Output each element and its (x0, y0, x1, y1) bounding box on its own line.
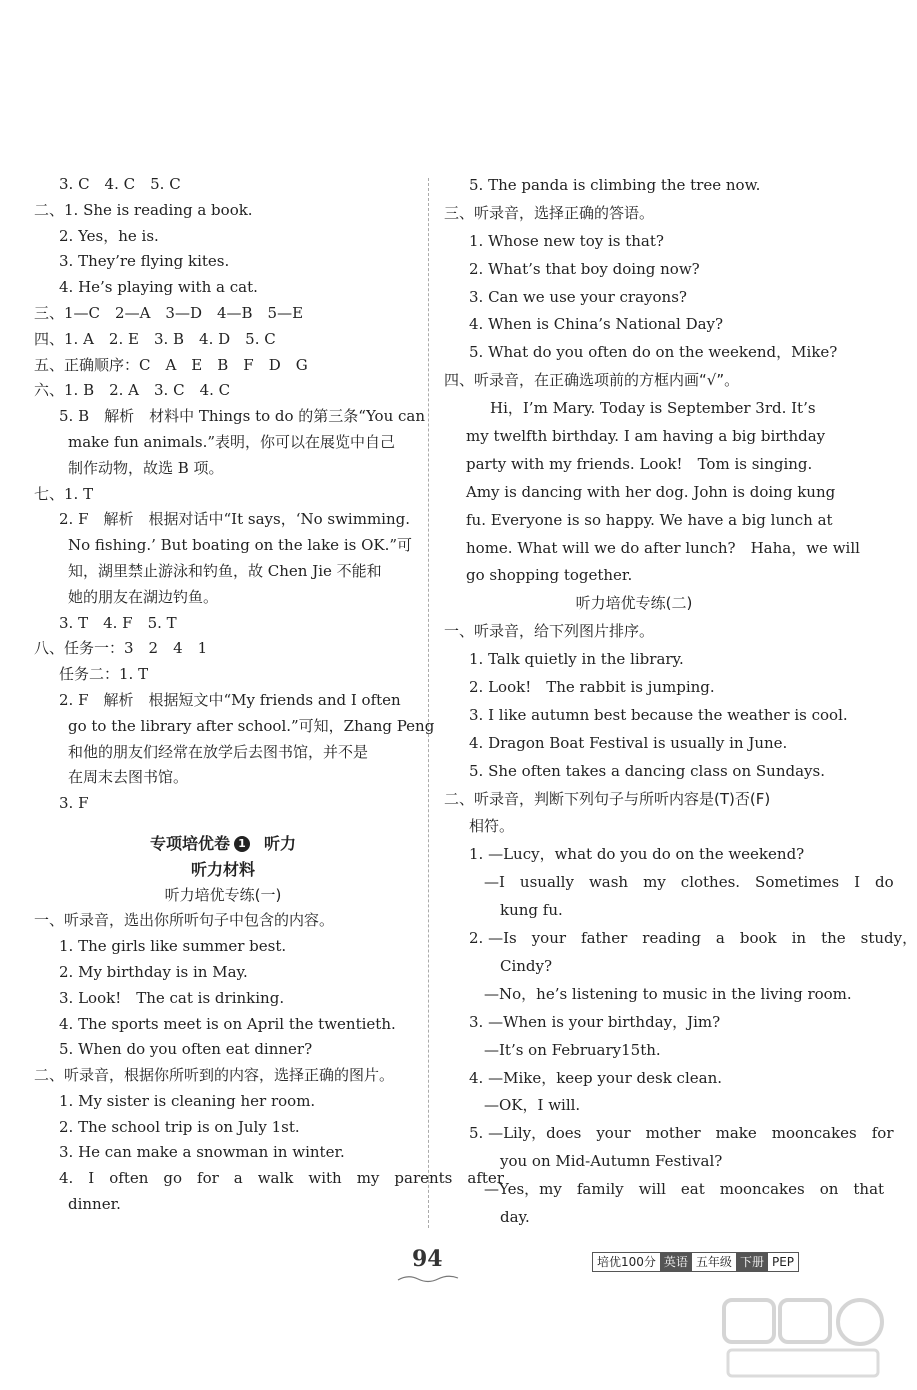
left-line: 五、正确顺序：C A E B F D G (34, 355, 308, 374)
left-line: 制作动物，故选 B 项。 (68, 458, 224, 477)
right-line: 2. What’s that boy doing now? (469, 259, 700, 278)
book-tag-grade: 五年级 (695, 1255, 732, 1269)
right-line: Amy is dancing with her dog. John is doing kung (466, 482, 836, 501)
right-line: 4. When is China’s National Day? (469, 315, 724, 334)
page-number: 94 (412, 1246, 443, 1272)
left2-line: 4. I often go for a walk with my parents after (59, 1169, 504, 1188)
left-line: 2. Yes，he is. (59, 226, 159, 245)
left2-line: 1. My sister is cleaning her room. (59, 1091, 316, 1110)
book-tag (592, 1252, 799, 1272)
right2-line: 1. —Lucy，what do you do on the weekend? (469, 845, 805, 864)
wave-ornament-icon (396, 1272, 466, 1284)
right-line: 5. The panda is climbing the tree now. (469, 176, 761, 194)
left2-line: 5. When do you often eat dinner? (59, 1040, 313, 1059)
right2-line: —It’s on February15th. (484, 1040, 661, 1059)
left-line: 和他的朋友们经常在放学后去图书馆，并不是 (68, 742, 369, 761)
left-listening-material (34, 908, 504, 1218)
right2-line: day. (500, 1207, 530, 1226)
right2-line: —Yes，my family will eat mooncakes on that (484, 1180, 885, 1199)
part-two-title: 听力培优专练(二) (575, 594, 693, 613)
left-line: 4. He’s playing with a cat. (59, 278, 258, 297)
book-tag-subject: 英语 (660, 1253, 692, 1271)
left2-line: 1. The girls like summer best. (59, 937, 287, 956)
right2-line: 3. I like autumn best because the weather is cool. (469, 705, 848, 724)
left-line: 八、任务一：3 2 4 1 (34, 639, 208, 658)
watermark-logo (720, 1296, 890, 1382)
left2-line: 3. He can make a snowman in winter. (59, 1143, 345, 1162)
right2-line: 2. Look! The rabbit is jumping. (469, 678, 715, 697)
part-one-title: 听力培优专练(一) (164, 885, 282, 904)
right-line: home. What will we do after lunch? Haha，we will (466, 538, 860, 557)
left-line: No fishing.’ But boating on the lake is OK.”可 (68, 536, 413, 555)
right-line: 1. Whose new toy is that? (469, 231, 664, 250)
left-line: 六、1. B 2. A 3. C 4. C (34, 381, 231, 400)
right2-line: —I usually wash my clothes. Sometimes I do (484, 873, 894, 892)
right2-line: 3. —When is your birthday，Jim? (469, 1012, 721, 1031)
left-line: make fun animals.”表明，你可以在展览中自己 (68, 432, 396, 451)
right-line: go shopping together. (466, 566, 633, 585)
right2-line: 一、听录音，给下列图片排序。 (444, 622, 655, 641)
left-line: 三、1—C 2—A 3—D 4—B 5—E (34, 303, 304, 322)
right-listening-material (444, 172, 860, 590)
left-answers (34, 172, 435, 817)
section-title-prefix: 专项培优卷 (149, 833, 230, 853)
right2-line: 4. —Mike，keep your desk clean. (469, 1068, 723, 1087)
left-line: 知，湖里禁止游泳和钓鱼，故 Chen Jie 不能和 (68, 561, 382, 580)
section-number-badge: 1 (234, 836, 250, 852)
right2-line: 5. —Lily，does your mother make mooncakes for (469, 1124, 894, 1143)
section-subtitle: 听力材料 (190, 859, 255, 879)
right-column (444, 172, 917, 1232)
right2-line: you on Mid-Autumn Festival? (500, 1152, 723, 1171)
left-line: 3. C 4. C 5. C (59, 175, 181, 193)
right2-line: —OK，I will. (484, 1096, 581, 1115)
left2-line: 4. The sports meet is on April the twentieth. (59, 1014, 396, 1033)
left2-line: dinner. (68, 1195, 121, 1214)
left2-line: 2. The school trip is on July 1st. (59, 1117, 300, 1136)
section-title-suffix: 听力 (264, 833, 297, 853)
left-line: 2. F 解析 根据对话中“It says，‘No swimming. (59, 510, 410, 529)
right2-line: kung fu. (500, 901, 563, 920)
book-tag-edition: PEP (771, 1255, 795, 1269)
left-line: go to the library after school.”可知，Zhang Peng (68, 716, 435, 735)
right2-line: 二、听录音，判断下列句子与所听内容是(T)否(F) (444, 789, 771, 808)
left-line: 她的朋友在湖边钓鱼。 (68, 587, 219, 606)
right-line: 四、听录音，在正确选项前的方框内画“√”。 (444, 371, 740, 390)
left2-line: 一、听录音，选出你所听句子中包含的内容。 (34, 911, 335, 930)
left-line: 3. T 4. F 5. T (59, 613, 177, 632)
left-line: 二、1. She is reading a book. (34, 200, 253, 219)
left-line: 在周末去图书馆。 (68, 768, 189, 787)
right2-line: 2. —Is your father reading a book in the study， (469, 929, 917, 948)
section-title (34, 831, 412, 857)
right-line: 三、听录音，选择正确的答语。 (444, 203, 655, 222)
right-line: my twelfth birthday. I am having a big birthday (466, 427, 826, 446)
left-line: 七、1. T (34, 484, 94, 503)
book-tag-series: 培优100分 (597, 1255, 656, 1269)
right-line: 5. What do you often do on the weekend，Mike? (469, 343, 838, 362)
left-line: 任务二：1. T (59, 665, 149, 684)
left-line: 5. B 解析 材料中 Things to do 的第三条“You can (59, 407, 426, 426)
left2-line: 二、听录音，根据你所听到的内容，选择正确的图片。 (34, 1066, 395, 1085)
right2-line: 5. She often takes a dancing class on Sundays. (469, 761, 825, 780)
left-line: 3. They’re flying kites. (59, 252, 230, 271)
left2-line: 2. My birthday is in May. (59, 962, 248, 981)
left-line: 2. F 解析 根据短文中“My friends and I often (59, 690, 401, 709)
column-divider (428, 178, 429, 1228)
left-line: 3. F (59, 794, 89, 813)
right-line: 3. Can we use your crayons? (469, 287, 687, 306)
right2-line: 1. Talk quietly in the library. (469, 650, 684, 669)
right2-line: —No，he’s listening to music in the living room. (484, 984, 852, 1003)
book-tag-volume: 下册 (736, 1253, 768, 1271)
right2-line: 相符。 (469, 817, 515, 836)
right-listening-material-2 (444, 618, 917, 1232)
right-line: party with my friends. Look! Tom is singing. (466, 454, 813, 473)
left-line: 四、1. A 2. E 3. B 4. D 5. C (34, 329, 276, 348)
right2-line: 4. Dragon Boat Festival is usually in June. (469, 733, 788, 752)
right-line: fu. Everyone is so happy. We have a big lunch at (466, 510, 833, 529)
right2-line: Cindy? (500, 956, 553, 975)
left2-line: 3. Look! The cat is drinking. (59, 988, 285, 1007)
right-line: Hi，I’m Mary. Today is September 3rd. It’s (490, 399, 816, 418)
